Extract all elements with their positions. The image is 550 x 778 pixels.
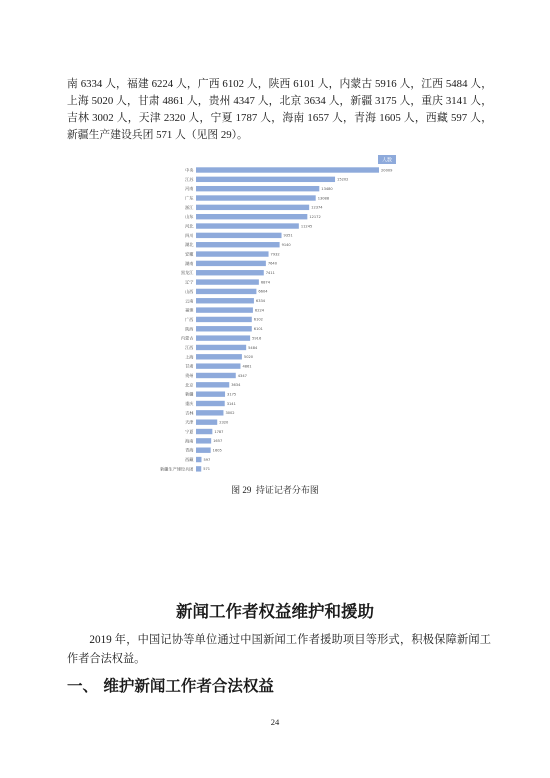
- category-label: 江苏: [185, 176, 194, 182]
- figure-caption: 图 29 持证记者分布图: [231, 485, 319, 495]
- category-label: 河北: [185, 223, 194, 229]
- value-label: 3634: [231, 383, 241, 388]
- bar: [196, 195, 316, 200]
- journalist-distribution-bar-chart: [150, 148, 410, 478]
- category-label: 重庆: [185, 401, 194, 406]
- value-label: 3002: [225, 411, 235, 416]
- category-label: 山西: [185, 288, 194, 294]
- bar: [196, 233, 282, 238]
- category-label: 吉林: [185, 410, 194, 416]
- category-label: 安徽: [185, 251, 194, 257]
- bar: [196, 363, 240, 368]
- category-label: 天津: [185, 419, 194, 425]
- category-label: 内蒙古: [180, 335, 194, 341]
- category-label: 北京: [185, 382, 194, 388]
- value-label: 13480: [321, 186, 333, 191]
- category-label: 四川: [185, 232, 194, 238]
- category-label: 西藏: [185, 457, 194, 463]
- value-label: 7411: [265, 271, 275, 276]
- category-label: 上海: [185, 354, 194, 360]
- value-label: 1787: [214, 429, 224, 434]
- bar: [196, 186, 319, 191]
- category-label: 江西: [185, 344, 194, 350]
- body-paragraph-line: 上海 5020 人，甘肃 4861 人，贵州 4347 人，北京 3634 人，新疆 3175 人，重庆 3141 人，: [67, 95, 492, 107]
- value-label: 6334: [255, 299, 266, 304]
- value-label: 6102: [253, 317, 263, 322]
- bar: [196, 429, 212, 434]
- bar: [196, 382, 229, 387]
- category-label: 新疆: [185, 391, 194, 397]
- bar: [196, 410, 223, 415]
- body-paragraph-line: 新疆生产建设兵团 571 人（见图 29）。: [67, 129, 248, 141]
- value-label: 5020: [243, 355, 254, 360]
- value-label: 571: [203, 467, 211, 472]
- body-paragraph-line: 吉林 3002 人，天津 2320 人，宁夏 1787 人，海南 1657 人，青海 1605 人，西藏 597 人，: [67, 112, 492, 124]
- body-paragraph: [67, 76, 492, 144]
- value-label: 7640: [267, 261, 278, 266]
- value-label: 1657: [213, 439, 223, 444]
- value-label: 9140: [281, 243, 291, 248]
- bar: [196, 177, 335, 182]
- bar: [196, 335, 250, 340]
- subsection-heading: 一、 维护新闻工作者合法权益: [67, 677, 274, 695]
- bar: [196, 270, 264, 275]
- category-label: 青海: [185, 447, 194, 453]
- value-label: 11245: [300, 224, 313, 229]
- value-label: 3175: [227, 392, 237, 397]
- value-label: 5916: [252, 336, 262, 341]
- value-label: 1605: [212, 448, 222, 453]
- bar: [196, 317, 252, 322]
- bar: [196, 401, 225, 406]
- bar: [196, 279, 259, 284]
- value-label: 6874: [260, 280, 271, 285]
- value-label: 13088: [317, 196, 330, 201]
- category-label: 中央: [185, 167, 194, 173]
- value-label: 12374: [311, 205, 323, 210]
- value-label: 6604: [258, 289, 268, 294]
- category-label: 新疆生产建设兵团: [159, 466, 194, 472]
- bar: [196, 391, 225, 396]
- bar: [196, 326, 252, 331]
- bar: [196, 223, 299, 228]
- bar: [196, 419, 217, 424]
- category-label: 海南: [185, 438, 194, 444]
- bar: [196, 261, 266, 266]
- section-paragraph: 2019 年，中国记协等单位通过中国新闻工作者援助项目等形式，积极保障新闻工作者合法权益。: [67, 634, 491, 665]
- category-label: 辽宁: [185, 279, 194, 285]
- bar: [196, 373, 236, 378]
- bar: [196, 448, 211, 453]
- bars-group: [160, 167, 393, 473]
- value-label: 7932: [270, 252, 280, 257]
- value-label: 15202: [337, 177, 349, 182]
- category-label: 河南: [185, 186, 194, 192]
- category-label: 甘肃: [185, 363, 194, 369]
- value-label: 4861: [242, 364, 252, 369]
- bar: [196, 457, 201, 462]
- legend-label: 人数: [381, 157, 393, 164]
- value-label: 9351: [283, 233, 293, 238]
- bar: [196, 167, 379, 172]
- category-label: 陕西: [185, 326, 194, 332]
- category-label: 湖南: [185, 260, 194, 266]
- category-label: 贵州: [185, 372, 194, 378]
- category-label: 福建: [185, 307, 194, 313]
- category-label: 宁夏: [185, 429, 194, 435]
- category-label: 湖北: [185, 242, 194, 248]
- bar: [196, 298, 254, 303]
- bar: [196, 289, 256, 294]
- value-label: 6224: [254, 308, 265, 313]
- value-label: 597: [203, 457, 211, 462]
- page-number: 24: [270, 717, 280, 727]
- value-label: 4347: [237, 373, 247, 378]
- section-title: 新闻工作者权益维护和援助: [176, 602, 374, 621]
- category-label: 云南: [185, 298, 194, 304]
- bar: [196, 345, 246, 350]
- category-label: 浙江: [185, 204, 194, 210]
- bar: [196, 242, 280, 247]
- bar: [196, 438, 211, 443]
- bar: [196, 307, 253, 312]
- category-label: 黑龙江: [180, 270, 194, 276]
- value-label: 5484: [248, 345, 258, 350]
- category-label: 广西: [185, 316, 194, 322]
- value-label: 2320: [219, 420, 229, 425]
- body-paragraph-line: 南 6334 人，福建 6224 人，广西 6102 人，陕西 6101 人，内蒙古 5916 人，江西 5484 人，: [67, 78, 492, 90]
- bar: [196, 354, 242, 359]
- value-label: 20009: [381, 168, 393, 173]
- value-label: 3141: [226, 401, 236, 406]
- value-label: 6101: [253, 327, 263, 332]
- category-label: 广东: [185, 195, 194, 201]
- bar: [196, 205, 309, 210]
- value-label: 12172: [309, 215, 321, 219]
- chart-legend: [378, 155, 396, 164]
- bar: [196, 466, 201, 471]
- bar: [196, 251, 269, 256]
- bar: [196, 214, 307, 219]
- category-label: 山东: [185, 214, 194, 220]
